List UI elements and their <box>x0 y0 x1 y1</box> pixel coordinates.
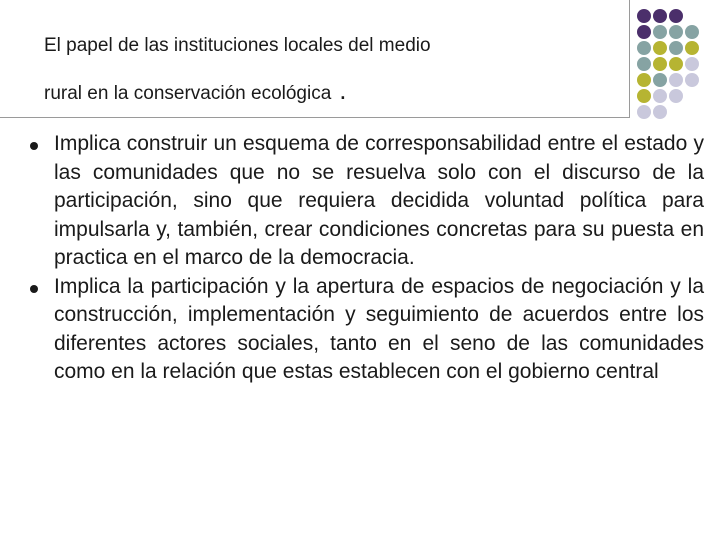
decorative-dot <box>685 25 699 39</box>
decorative-dot <box>637 25 651 39</box>
decorative-dot <box>685 73 699 87</box>
bullet-marker-icon <box>30 142 38 150</box>
decorative-dot <box>653 41 667 55</box>
decorative-dot <box>669 9 683 23</box>
decorative-dot <box>637 41 651 55</box>
bullet-text-1: Implica construir un esquema de corresponsabilidad entre el estado y las comunidades que no se resuelva solo con el discurso de la participación, sino que requiera decidida voluntad política para impulsarla y, también, crear condiciones concretas para su puesta en practica en el marco de la democracia. <box>54 132 704 269</box>
decorative-dot <box>637 105 651 119</box>
slide-title <box>44 34 604 106</box>
bullet-marker-icon <box>30 285 38 293</box>
decorative-dot <box>653 25 667 39</box>
decorative-dot <box>653 57 667 71</box>
bullet-item-1 <box>28 130 708 273</box>
decorative-dot <box>637 57 651 71</box>
title-line-2-wrap <box>44 75 604 106</box>
bullet-list <box>28 130 708 387</box>
decorative-dot <box>637 89 651 103</box>
title-terminal-period: . <box>339 75 347 105</box>
decorative-dot <box>669 25 683 39</box>
decorative-dot <box>653 73 667 87</box>
decorative-dot <box>653 105 667 119</box>
decorative-dot <box>653 9 667 23</box>
decorative-dot <box>669 89 683 103</box>
bullet-item-2 <box>28 273 708 387</box>
decorative-dot <box>669 41 683 55</box>
decorative-dot <box>685 57 699 71</box>
decorative-dot <box>653 89 667 103</box>
decorative-dot <box>669 57 683 71</box>
decorative-dot <box>637 73 651 87</box>
title-line-2: rural en la conservación ecológica <box>44 83 332 104</box>
title-underline-rule <box>0 117 630 118</box>
title-line-1: El papel de las instituciones locales del medio <box>44 35 431 56</box>
decorative-dot <box>669 73 683 87</box>
decorative-dot <box>685 41 699 55</box>
title-divider-rule <box>629 0 630 118</box>
decorative-dot-grid <box>637 9 720 121</box>
decorative-dot <box>637 9 651 23</box>
bullet-text-2: Implica la participación y la apertura de espacios de negociación y la construcción, implementación y seguimiento de acuerdos entre los diferentes actores sociales, tanto en el seno de las comunidades como en la relación que estas establecen con el gobierno central <box>54 274 704 383</box>
